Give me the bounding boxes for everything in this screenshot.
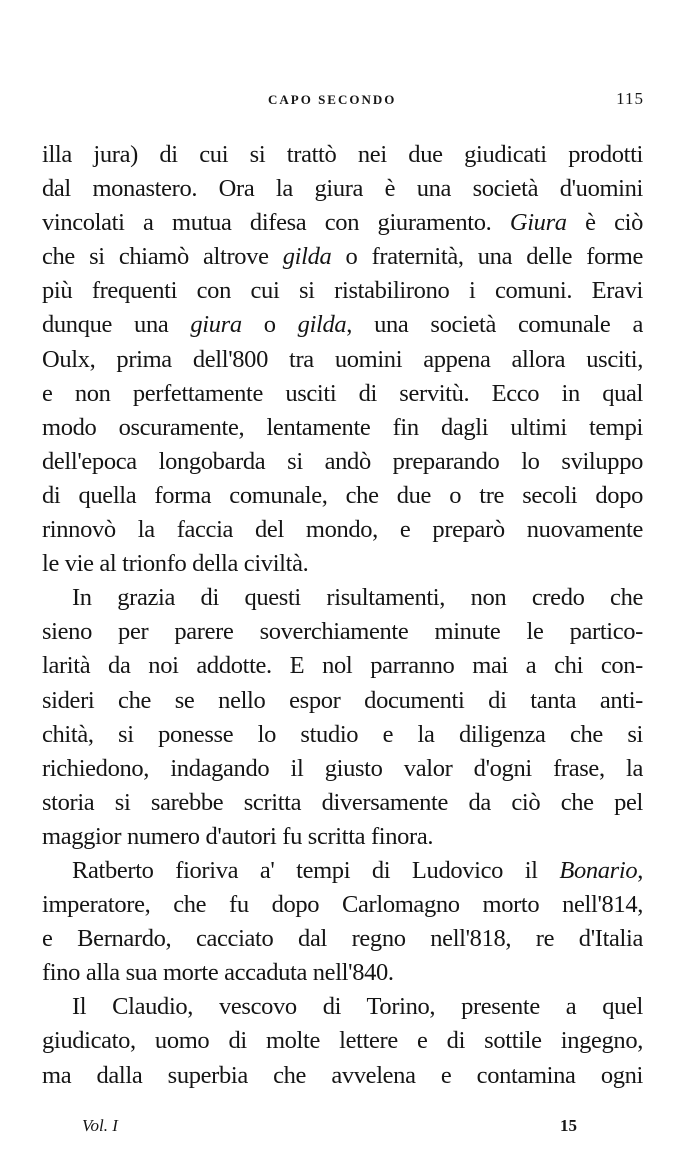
text-line: dell'epoca longobarda si andò preparando lo sviluppo	[42, 447, 643, 475]
paragraph-start: In grazia di questi risultamenti, non credo che	[72, 584, 643, 612]
text-line: richiedono, indagando il giusto valor d'ogni frase, la	[42, 754, 643, 782]
page-number: 115	[616, 89, 644, 108]
text-line: dunque una giura o gilda, una società comunale a	[42, 311, 643, 339]
text-line: e non perfettamente usciti di servitù. Ecco in qual	[42, 379, 643, 407]
text-line: vincolati a mutua difesa con giuramento. Giura è ciò	[42, 209, 643, 237]
text-line: di quella forma comunale, che due o tre secoli dopo	[42, 481, 643, 509]
paragraph-start: Il Claudio, vescovo di Torino, presente a quel	[72, 993, 643, 1021]
text-line: maggior numero d'autori fu scritta finora.	[42, 822, 434, 850]
running-head	[0, 89, 700, 116]
text-line: chità, si ponesse lo studio e la diligenza che si	[42, 720, 643, 748]
body-text	[42, 138, 643, 1093]
text-line: storia si sarebbe scritta diversamente da ciò che pel	[42, 788, 643, 816]
text-line: larità da noi addotte. E nol parranno mai a chi con-	[42, 652, 643, 680]
running-title: CAPO SECONDO	[268, 92, 397, 107]
text-line: modo oscuramente, lentamente fin dagli ultimi tempi	[42, 413, 643, 441]
text-line: sideri che se nello espor documenti di tanta anti-	[42, 686, 643, 714]
text-line: le vie al trionfo della civiltà.	[42, 550, 309, 578]
footer	[0, 1116, 700, 1140]
text-line: sieno per parere soverchiamente minute le partico-	[42, 618, 643, 646]
paragraph-start: Ratberto fioriva a' tempi di Ludovico il Bonario,	[72, 856, 643, 884]
signature-number: 15	[560, 1116, 577, 1135]
text-line: più frequenti con cui si ristabilirono i comuni. Eravi	[42, 277, 643, 305]
text-line: e Bernardo, cacciato dal regno nell'818, re d'Italia	[42, 925, 643, 953]
text-line: illa jura) di cui si trattò nei due giudicati prodotti	[42, 141, 643, 168]
text-line: fino alla sua morte accaduta nell'840.	[42, 959, 394, 987]
text-line: ma dalla superbia che avvelena e contamina ogni	[42, 1061, 643, 1089]
text-line: giudicato, uomo di molte lettere e di sottile ingegno,	[42, 1027, 643, 1055]
text-line: imperatore, che fu dopo Carlomagno morto nell'814,	[42, 891, 643, 919]
volume-signature: Vol. I	[82, 1116, 118, 1135]
text-line: che si chiamò altrove gilda o fraternità, una delle forme	[42, 243, 644, 271]
text-line: dal monastero. Ora la giura è una società d'uomini	[42, 175, 643, 203]
text-line: Oulx, prima dell'800 tra uomini appena allora usciti,	[42, 345, 643, 373]
text-line: rinnovò la faccia del mondo, e preparò nuovamente	[42, 516, 643, 544]
